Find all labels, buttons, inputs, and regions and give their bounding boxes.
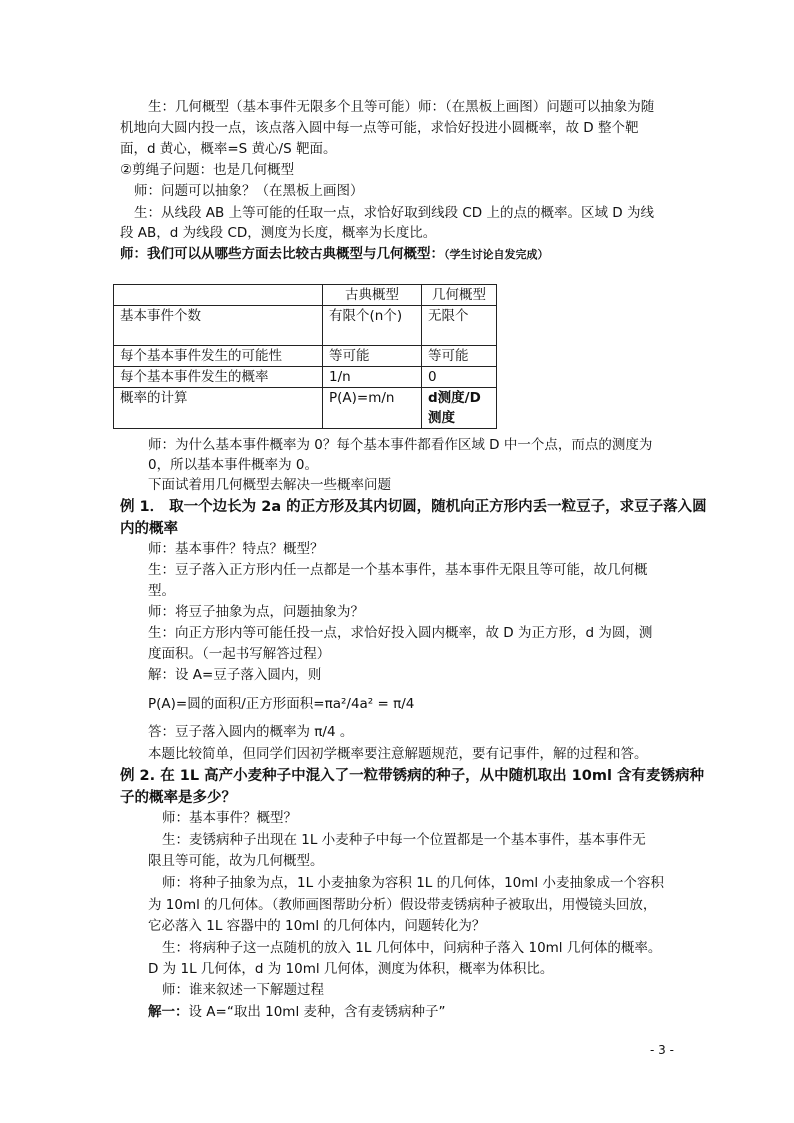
line-32: 生：将病种子这一点随机的放入 1L 几何体中，问病种子落入 10ml 几何体的概率。	[162, 940, 662, 956]
line-15: 生：豆子落入正方形内任一点都是一个基本事件，基本事件无限且等可能，故几何概	[148, 562, 648, 578]
line-08	[120, 244, 549, 265]
table-cell: 无限个	[422, 306, 497, 346]
line-02: 机地向大圆内投一点，该点落入圆中每一点等可能，求恰好投进小圆概率，故 D 整个靶	[120, 120, 639, 136]
table-cell: 等可能	[323, 346, 422, 367]
line-17: 师：将豆子抽象为点，问题抽象为？	[148, 604, 364, 620]
line-07: 段 AB，d 为线段 CD，测度为长度，概率为长度比。	[120, 225, 437, 241]
line-18: 生：向正方形内等可能任投一点，求恰好投入圆内概率，故 D 为正方形，d 为圆，测	[148, 625, 653, 641]
line-11: 下面试着用几何概型去解决一些概率问题	[148, 477, 391, 493]
table-cell: P(A)=m/n	[323, 388, 422, 429]
table-header-cell	[114, 285, 323, 306]
table-cell: 基本事件个数	[114, 306, 323, 346]
table-cell: 每个基本事件发生的可能性	[114, 346, 323, 367]
example-2-heading: 例 2. 在 1L 高产小麦种子中混入了一粒带锈病的种子，从中随机取出 10ml 含有麦锈病种	[120, 768, 704, 784]
line-14: 师：基本事件？特点？概型？	[148, 541, 324, 557]
table-row	[114, 367, 497, 388]
table-cell: 每个基本事件发生的概率	[114, 367, 323, 388]
line-31: 它必落入 1L 容器中的 10ml 的几何体内，问题转化为？	[148, 918, 486, 934]
example-1-heading: 例 1． 取一个边长为 2a 的正方形及其内切圆，随机向正方形内丢一粒豆子，求豆子落入圆	[120, 499, 707, 515]
comparison-table	[113, 284, 497, 429]
line-03: 面，d 黄心，概率=S 黄心/S 靶面。	[120, 141, 337, 157]
line-30: 为 10ml 的几何体。（教师画图帮助分析）假设带麦锈病种子被取出，用慢镜头回放，	[148, 897, 657, 913]
table-cell: 概率的计算	[114, 388, 323, 429]
line-27: 生：麦锈病种子出现在 1L 小麦种子中每一个位置都是一个基本事件，基本事件无	[162, 832, 646, 848]
line-01: 生：几何概型（基本事件无限多个且等可能）师：（在黑板上画图）问题可以抽象为随	[148, 99, 655, 115]
table-cell: 有限个(n个)	[323, 306, 422, 346]
table-cell: 1/n	[323, 367, 422, 388]
line-09: 师：为什么基本事件概率为 0？每个基本事件都看作区域 D 中一个点，而点的测度为	[148, 437, 653, 453]
line-20: 解：设 A=豆子落入圆内，则	[148, 667, 322, 683]
table-row	[114, 346, 497, 367]
compare-question: 师：我们可以从哪些方面去比较古典概型与几何概型：	[120, 246, 444, 262]
line-06: 生：从线段 AB 上等可能的任取一点，求恰好取到线段 CD 上的点的概率。区域 D 为线	[134, 205, 654, 221]
solution-one-text: 设 A=“取出 10ml 麦种，含有麦锈病种子”	[188, 1004, 446, 1020]
line-33: D 为 1L 几何体，d 为 10ml 几何体，测度为体积，概率为体积比。	[148, 961, 554, 977]
answer-line: 答：豆子落入圆内的概率为 π/4 。	[148, 724, 354, 740]
line-16: 型。	[148, 583, 175, 599]
solution-one-label: 解一：	[148, 1004, 189, 1020]
table-row	[114, 388, 497, 429]
line-29: 师：将种子抽象为点，1L 小麦抽象为容积 1L 的几何体，10ml 小麦抽象成一个容积	[162, 875, 664, 891]
table-cell: d测度/D测度	[422, 388, 497, 429]
table-header-row	[114, 285, 497, 306]
table-header-cell: 古典概型	[323, 285, 422, 306]
line-34: 师：谁来叙述一下解题过程	[162, 982, 324, 998]
student-discussion-note: （学生讨论自发完成）	[444, 248, 549, 261]
line-10: 0，所以基本事件概率为 0。	[148, 457, 318, 473]
table-row	[114, 306, 497, 346]
table-cell: 等可能	[422, 346, 497, 367]
line-19: 度面积。（一起书写解答过程）	[148, 646, 331, 662]
probability-formula: P(A)=圆的面积/正方形面积=πa²/4a² = π/4	[148, 696, 415, 712]
line-05: 师：问题可以抽象？（在黑板上画图）	[134, 183, 364, 199]
line-35	[148, 1002, 446, 1022]
line-04: ②剪绳子问题：也是几何概型	[120, 162, 295, 178]
table-cell: 0	[422, 367, 497, 388]
line-26: 师：基本事件？概型？	[162, 810, 297, 826]
line-28: 限且等可能，故为几何概型。	[148, 853, 324, 869]
line-23: 本题比较简单，但同学们因初学概率要注意解题规范，要有记事件，解的过程和答。	[148, 746, 648, 762]
page-number: - 3 -	[650, 1043, 674, 1057]
table-header-cell: 几何概型	[422, 285, 497, 306]
example-1-heading-cont: 内的概率	[120, 521, 178, 537]
example-2-heading-cont: 子的概率是多少？	[120, 790, 236, 806]
